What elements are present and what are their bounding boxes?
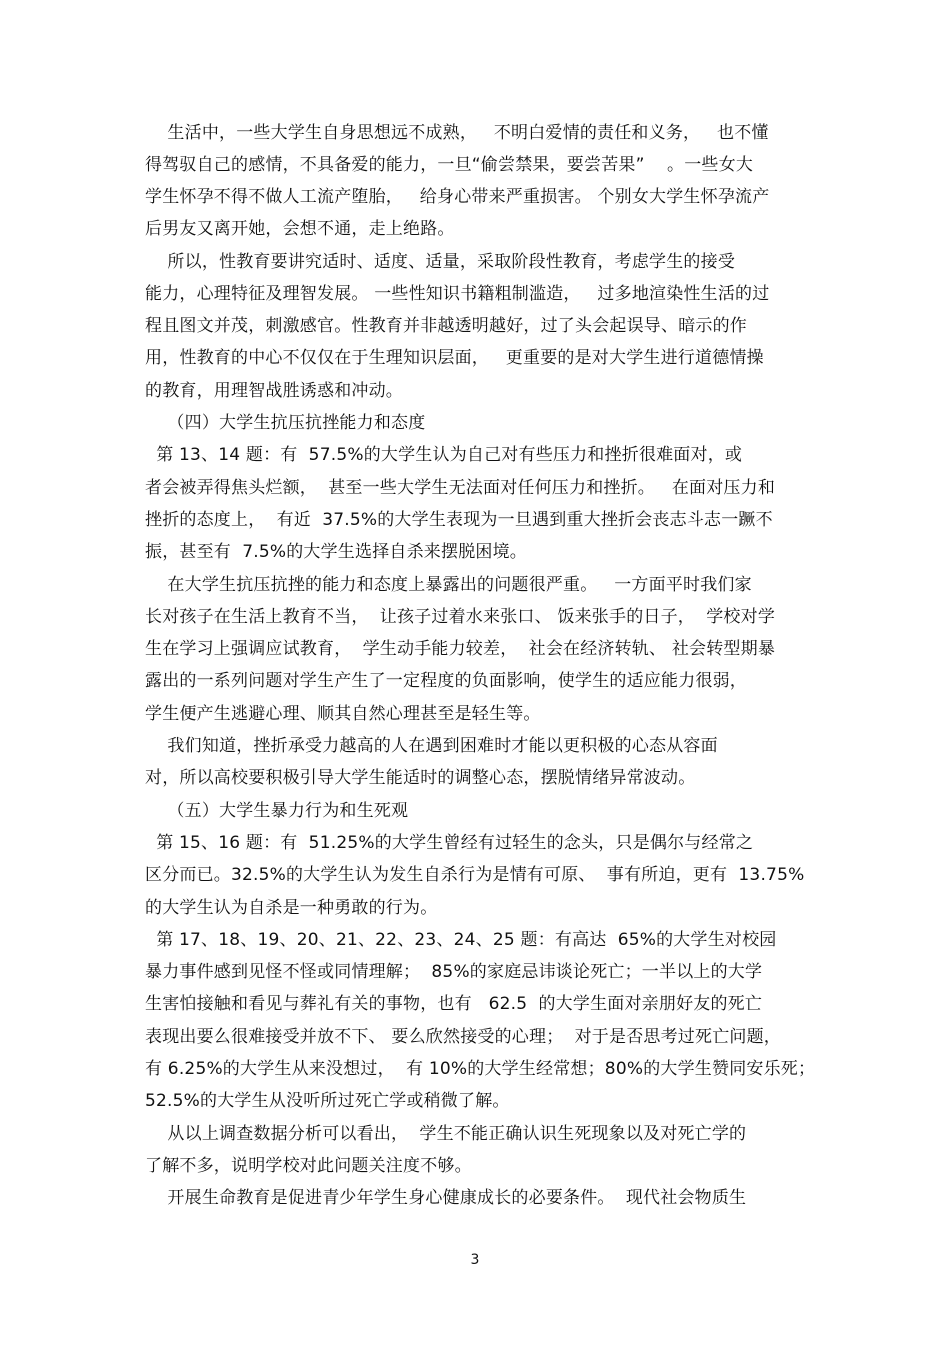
text-line: 的教育，用理智战胜诱惑和冲动。 bbox=[145, 381, 403, 401]
text-line: 有 6.25%的大学生从来没想过， 有 10%的大学生经常想；80%的大学生赞同安乐死； bbox=[145, 1059, 816, 1079]
text-line: 了解不多，说明学校对此问题关注度不够。 bbox=[145, 1156, 472, 1176]
text-line: 开展生命教育是促进青少年学生身心健康成长的必要条件。 现代社会物质生 bbox=[145, 1188, 747, 1208]
text-line: 我们知道，挫折承受力越高的人在遇到困难时才能以更积极的心态从容面 bbox=[145, 736, 718, 756]
text-line: 挫折的态度上， 有近 37.5%的大学生表现为一旦遇到重大挫折会丧志斗志一蹶不 bbox=[145, 510, 773, 530]
text-line: 生活中，一些大学生自身思想远不成熟， 不明白爱情的责任和义务， 也不懂 bbox=[145, 123, 769, 143]
text-line: 从以上调查数据分析可以看出， 学生不能正确认识生死现象以及对死亡学的 bbox=[145, 1124, 747, 1144]
section-heading: （四）大学生抗压抗挫能力和态度 bbox=[145, 413, 426, 433]
text-line: 能力，心理特征及理智发展。 一些性知识书籍粗制滥造， 过多地渲染性生活的过 bbox=[145, 284, 770, 304]
text-line: 程且图文并茂，刺激感官。性教育并非越透明越好，过了头会起误导、暗示的作 bbox=[145, 316, 747, 336]
text-line: 长对孩子在生活上教育不当， 让孩子过着水来张口、 饭来张手的日子， 学校对学 bbox=[145, 607, 776, 627]
text-line: 后男友又离开她，会想不通，走上绝路。 bbox=[145, 219, 455, 239]
text-line: 者会被弄得焦头烂额， 甚至一些大学生无法面对任何压力和挫折。 在面对压力和 bbox=[145, 478, 776, 498]
text-line: 露出的一系列问题对学生产生了一定程度的负面影响，使学生的适应能力很弱， bbox=[145, 671, 747, 691]
text-line: 暴力事件感到见怪不怪或同情理解； 85%的家庭忌讳谈论死亡；一半以上的大学 bbox=[145, 962, 763, 982]
text-line: 用，性教育的中心不仅仅在于生理知识层面， 更重要的是对大学生进行道德情操 bbox=[145, 348, 764, 368]
text-line: 生害怕接触和看见与葬礼有关的事物，也有 62.5 的大学生面对亲朋好友的死亡 bbox=[145, 994, 763, 1014]
text-line: 的大学生认为自杀是一种勇敢的行为。 bbox=[145, 898, 438, 918]
text-line: 学生便产生逃避心理、顺其自然心理甚至是轻生等。 bbox=[145, 704, 541, 724]
text-line: 第 15、16 题：有 51.25%的大学生曾经有过轻生的念头，只是偶尔与经常之 bbox=[145, 833, 754, 853]
text-line: 得驾驭自己的感情，不具备爱的能力，一旦“偷尝禁果，要尝苦果” 。一些女大 bbox=[145, 155, 754, 175]
text-line: 第 13、14 题：有 57.5%的大学生认为自己对有些压力和挫折很难面对，或 bbox=[145, 445, 743, 465]
text-line: 振，甚至有 7.5%的大学生选择自杀来摆脱困境。 bbox=[145, 542, 527, 562]
text-line: 区分而已。32.5%的大学生认为发生自杀行为是情有可原、 事有所迫，更有 13.75% bbox=[145, 865, 805, 885]
text-line: 学生怀孕不得不做人工流产堕胎， 给身心带来严重损害。 个别女大学生怀孕流产 bbox=[145, 187, 770, 207]
text-line: 对，所以高校要积极引导大学生能适时的调整心态，摆脱情绪异常波动。 bbox=[145, 768, 696, 788]
text-line: 第 17、18、19、20、21、22、23、24、25 题：有高达 65%的大学生对校园 bbox=[145, 930, 777, 950]
text-line: 表现出要么很难接受并放不下、 要么欣然接受的心理； 对于是否思考过死亡问题， bbox=[145, 1027, 782, 1047]
text-line: 在大学生抗压抗挫的能力和态度上暴露出的问题很严重。 一方面平时我们家 bbox=[145, 575, 752, 595]
page-number: 3 bbox=[470, 1252, 480, 1268]
text-line: 所以，性教育要讲究适时、适度、适量，采取阶段性教育，考虑学生的接受 bbox=[145, 252, 736, 272]
text-line: 52.5%的大学生从没听所过死亡学或稍微了解。 bbox=[145, 1091, 510, 1111]
text-line: 生在学习上强调应试教育， 学生动手能力较差， 社会在经济转轨、 社会转型期暴 bbox=[145, 639, 776, 659]
section-heading: （五）大学生暴力行为和生死观 bbox=[145, 801, 409, 821]
